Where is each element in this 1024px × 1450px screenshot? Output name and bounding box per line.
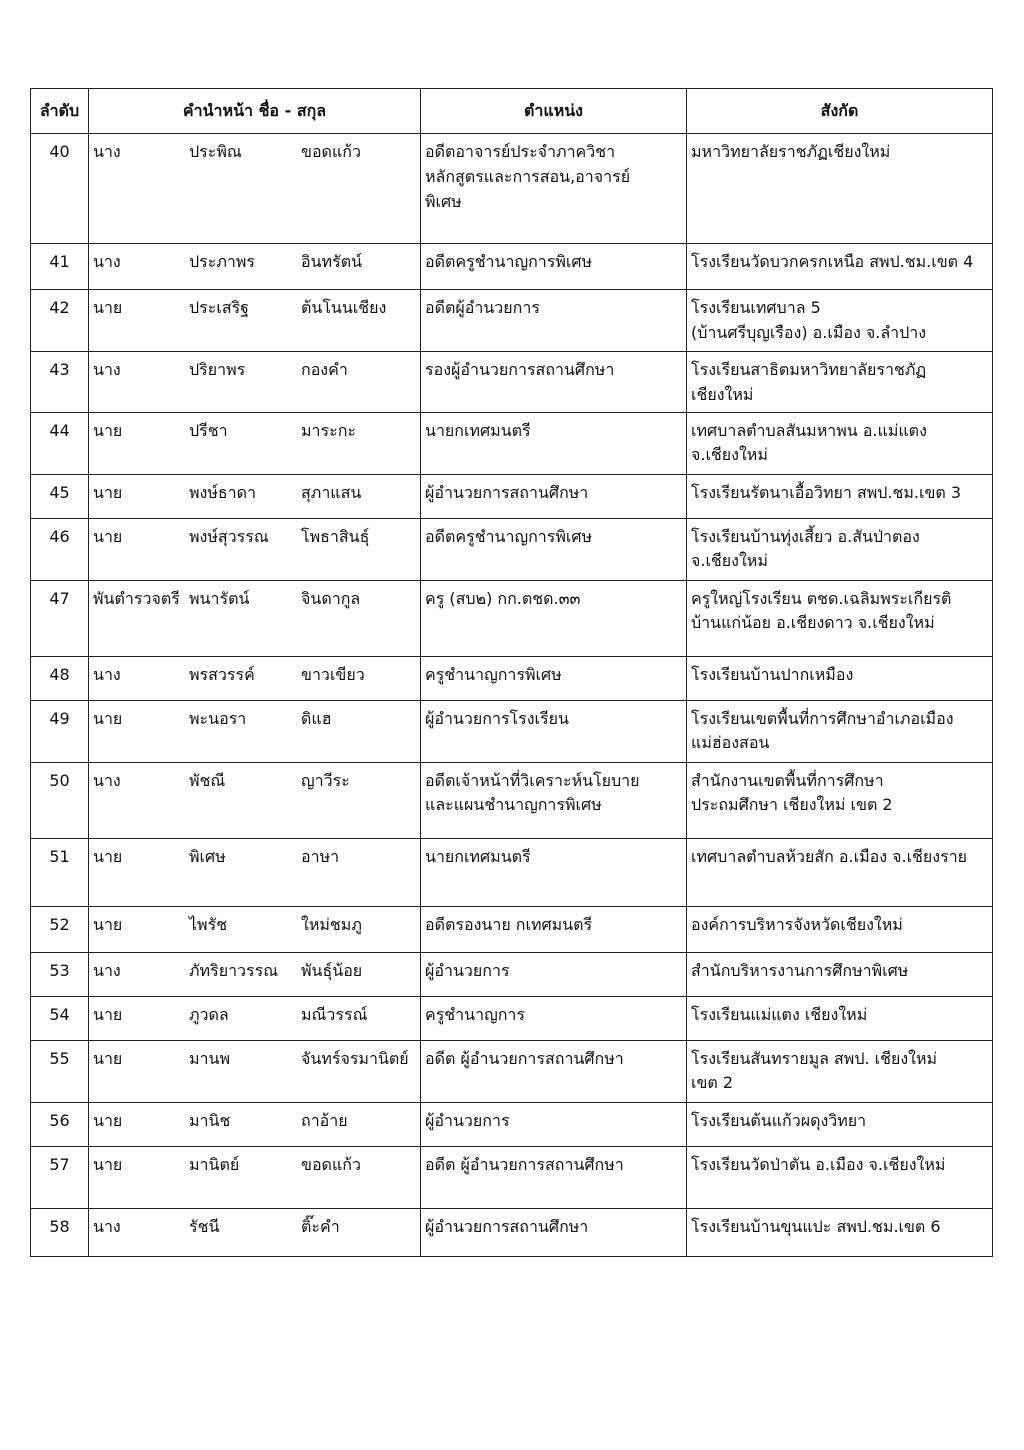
row-number: 41 <box>31 244 89 290</box>
name-title: นาง <box>93 252 121 271</box>
position-cell <box>421 244 687 290</box>
last-name: สุภาแสน <box>301 482 362 502</box>
position-cell <box>421 352 687 413</box>
header-no: ลำดับ <box>31 89 89 134</box>
row-number: 40 <box>31 134 89 244</box>
affiliation-line: ประถมศึกษา เชียงใหม่ เขต 2 <box>691 795 893 815</box>
affiliation-line: โรงเรียนสันทรายมูล สพป. เชียงใหม่ <box>691 1048 938 1068</box>
first-name: พัชณี <box>189 770 226 790</box>
name-title: นาง <box>93 664 121 684</box>
row-number: 43 <box>31 352 89 413</box>
first-name: พงษ์ธาดา <box>189 482 257 502</box>
affiliation-cell <box>687 290 993 352</box>
first-name: รัชนี <box>189 1216 220 1236</box>
position-line: ครูชำนาญการ <box>425 1004 525 1024</box>
table-row <box>31 906 993 952</box>
affiliation-cell <box>687 906 993 952</box>
position-line: ผู้อำนวยการ <box>425 1110 510 1130</box>
affiliation-line: จ.เชียงใหม่ <box>691 551 768 571</box>
row-number: 44 <box>31 412 89 474</box>
name-parts <box>93 587 416 612</box>
last-name: พันธุ์น้อย <box>301 960 363 980</box>
name-parts <box>93 358 416 383</box>
affiliation-cell <box>687 762 993 838</box>
name-cell <box>89 244 421 290</box>
name-parts <box>93 1215 416 1240</box>
name-cell <box>89 352 421 413</box>
position-cell <box>421 838 687 906</box>
affiliation-cell <box>687 412 993 474</box>
table-row <box>31 996 993 1040</box>
name-title: นาย <box>93 298 123 317</box>
position-cell <box>421 1102 687 1146</box>
last-name: มาระกะ <box>301 420 356 440</box>
table-row <box>31 838 993 906</box>
last-name: โพธาสินธุ์ <box>301 526 370 546</box>
name-cell <box>89 906 421 952</box>
affiliation-cell <box>687 952 993 996</box>
position-line: ผู้อำนวยการโรงเรียน <box>425 708 569 728</box>
name-parts <box>93 525 416 550</box>
affiliation-cell <box>687 656 993 700</box>
affiliation-cell <box>687 352 993 413</box>
header-position: ตำแหน่ง <box>421 89 687 134</box>
table-row <box>31 1208 993 1256</box>
table-row <box>31 518 993 580</box>
position-cell <box>421 474 687 518</box>
first-name: ประภาพร <box>189 252 256 271</box>
name-title: นาง <box>93 1216 121 1236</box>
row-number: 47 <box>31 580 89 656</box>
first-name: มานิตย์ <box>189 1154 240 1174</box>
table-row <box>31 352 993 413</box>
table-row <box>31 474 993 518</box>
header-row <box>31 89 993 134</box>
table-row <box>31 762 993 838</box>
name-parts <box>93 769 416 794</box>
position-line: นายกเทศมนตรี <box>425 846 531 866</box>
table-row <box>31 656 993 700</box>
position-cell <box>421 1040 687 1102</box>
first-name: พะนอรา <box>189 708 247 728</box>
affiliation-cell <box>687 244 993 290</box>
name-cell <box>89 656 421 700</box>
name-title: นาง <box>93 142 121 161</box>
name-parts <box>93 1047 416 1072</box>
last-name: ขอดแก้ว <box>301 142 361 161</box>
table-row <box>31 1102 993 1146</box>
table-row <box>31 952 993 996</box>
position-line: อดีตครูชำนาญการพิเศษ <box>425 526 593 546</box>
first-name: พงษ์สุวรรณ <box>189 526 269 546</box>
affiliation-line: โรงเรียนเทศบาล 5 <box>691 298 821 317</box>
header-name: คำนำหน้า ชื่อ - สกุล <box>89 89 421 134</box>
affiliation-line: โรงเรียนต้นแก้วผดุงวิทยา <box>691 1110 867 1130</box>
name-title: นาย <box>93 1110 123 1130</box>
position-line: อดีตครูชำนาญการพิเศษ <box>425 252 593 271</box>
position-cell <box>421 996 687 1040</box>
affiliation-cell <box>687 1040 993 1102</box>
name-title: นาย <box>93 420 123 440</box>
name-title: พันตำรวจตรี <box>93 588 180 608</box>
affiliation-line: โรงเรียนวัดบวกครกเหนือ สพป.ชม.เขต 4 <box>691 252 974 271</box>
name-cell <box>89 290 421 352</box>
position-line: ผู้อำนวยการ <box>425 960 510 980</box>
name-cell <box>89 996 421 1040</box>
affiliation-cell <box>687 1102 993 1146</box>
affiliation-cell <box>687 838 993 906</box>
row-number: 50 <box>31 762 89 838</box>
last-name: กองคำ <box>301 360 348 379</box>
affiliation-cell <box>687 996 993 1040</box>
last-name: ต้นโนนเชียง <box>301 298 387 317</box>
name-parts <box>93 481 416 506</box>
position-cell <box>421 290 687 352</box>
name-cell <box>89 762 421 838</box>
table-row <box>31 580 993 656</box>
position-line: อดีตรองนาย กเทศมนตรี <box>425 914 593 934</box>
name-parts <box>93 1153 416 1178</box>
last-name: ดิแฮ <box>301 708 332 728</box>
name-title: นาย <box>93 914 123 934</box>
row-number: 48 <box>31 656 89 700</box>
position-cell <box>421 1208 687 1256</box>
affiliation-line: สำนักบริหารงานการศึกษาพิเศษ <box>691 960 909 980</box>
position-cell <box>421 700 687 762</box>
position-cell <box>421 580 687 656</box>
name-parts <box>93 419 416 444</box>
position-line: ครู (สบ๒) กก.ตชด.๓๓ <box>425 588 581 608</box>
row-number: 55 <box>31 1040 89 1102</box>
affiliation-line: โรงเรียนเขตพื้นที่การศึกษาอำเภอเมือง <box>691 708 954 728</box>
position-line: หลักสูตรและการสอน,อาจารย์ <box>425 166 631 186</box>
affiliation-line: โรงเรียนบ้านขุนแปะ สพป.ชม.เขต 6 <box>691 1216 941 1236</box>
first-name: พรสวรรค์ <box>189 664 255 684</box>
first-name: ประเสริฐ <box>189 298 249 317</box>
position-line: ผู้อำนวยการสถานศึกษา <box>425 482 589 502</box>
affiliation-cell <box>687 518 993 580</box>
name-title: นาง <box>93 770 121 790</box>
table-row <box>31 244 993 290</box>
name-parts <box>93 959 416 984</box>
name-cell <box>89 134 421 244</box>
position-cell <box>421 762 687 838</box>
name-title: นาย <box>93 1154 123 1174</box>
row-number: 49 <box>31 700 89 762</box>
name-cell <box>89 952 421 996</box>
row-number: 57 <box>31 1146 89 1208</box>
name-cell <box>89 412 421 474</box>
first-name: ประพิณ <box>189 142 242 161</box>
name-cell <box>89 838 421 906</box>
affiliation-cell <box>687 1146 993 1208</box>
last-name: มณีวรรณ์ <box>301 1004 368 1024</box>
affiliation-line: โรงเรียนแม่แตง เชียงใหม่ <box>691 1004 868 1024</box>
name-parts <box>93 296 416 321</box>
name-title: นาง <box>93 960 121 980</box>
first-name: ไพรัช <box>189 914 228 934</box>
header-affiliation: สังกัด <box>687 89 993 134</box>
position-cell <box>421 656 687 700</box>
affiliation-line: มหาวิทยาลัยราชภัฏเชียงใหม่ <box>691 142 891 161</box>
row-number: 46 <box>31 518 89 580</box>
name-cell <box>89 700 421 762</box>
position-cell <box>421 412 687 474</box>
position-line: ผู้อำนวยการสถานศึกษา <box>425 1216 589 1236</box>
name-title: นาย <box>93 1004 123 1024</box>
first-name: ปริยาพร <box>189 360 246 379</box>
position-line: พิเศษ <box>425 191 462 211</box>
last-name: จันทร์จรมานิตย์ <box>301 1048 409 1068</box>
row-number: 45 <box>31 474 89 518</box>
table-row <box>31 412 993 474</box>
row-number: 56 <box>31 1102 89 1146</box>
table-row <box>31 1040 993 1102</box>
table-row <box>31 1146 993 1208</box>
name-cell <box>89 1146 421 1208</box>
affiliation-line: เทศบาลตำบลห้วยสัก อ.เมือง จ.เชียงราย <box>691 846 968 866</box>
affiliation-cell <box>687 700 993 762</box>
affiliation-line: (บ้านศรีบุญเรือง) อ.เมือง จ.ลำปาง <box>691 322 927 342</box>
last-name: อินทรัตน์ <box>301 252 363 271</box>
position-cell <box>421 1146 687 1208</box>
affiliation-line: บ้านแก่น้อย อ.เชียงดาว จ.เชียงใหม่ <box>691 613 935 633</box>
name-cell <box>89 580 421 656</box>
last-name: ญาวีระ <box>301 770 350 790</box>
name-parts <box>93 1109 416 1134</box>
row-number: 58 <box>31 1208 89 1256</box>
row-number: 53 <box>31 952 89 996</box>
last-name: ถาอ้าย <box>301 1110 348 1130</box>
last-name: ขาวเขียว <box>301 664 365 684</box>
name-title: นาย <box>93 1048 123 1068</box>
position-cell <box>421 952 687 996</box>
affiliation-line: เทศบาลตำบลสันมหาพน อ.แม่แตง <box>691 420 927 440</box>
affiliation-line: โรงเรียนบ้านปากเหมือง <box>691 664 854 684</box>
position-line: นายกเทศมนตรี <box>425 420 531 440</box>
affiliation-line: จ.เชียงใหม่ <box>691 445 768 465</box>
first-name: มานิช <box>189 1110 231 1130</box>
position-line: อดีตอาจารย์ประจำภาควิชา <box>425 142 616 161</box>
first-name: ภูวดล <box>189 1004 229 1024</box>
first-name: พิเศษ <box>189 846 226 866</box>
last-name: จินดากูล <box>301 588 361 608</box>
name-parts <box>93 663 416 688</box>
affiliation-line: เขต 2 <box>691 1073 734 1093</box>
last-name: ขอดแก้ว <box>301 1154 361 1174</box>
affiliation-line: องค์การบริหารจังหวัดเชียงใหม่ <box>691 914 903 934</box>
affiliation-cell <box>687 580 993 656</box>
position-line: และแผนชำนาญการพิเศษ <box>425 795 602 815</box>
affiliation-line: ครูใหญ่โรงเรียน ตชด.เฉลิมพระเกียรติ <box>691 588 952 608</box>
roster-table <box>30 88 993 1257</box>
name-parts <box>93 250 416 275</box>
name-cell <box>89 1208 421 1256</box>
position-cell <box>421 134 687 244</box>
row-number: 54 <box>31 996 89 1040</box>
last-name: ใหม่ชมภู <box>301 914 362 934</box>
affiliation-line: โรงเรียนสาธิตมหาวิทยาลัยราชภัฏเชียงใหม่ <box>691 360 927 404</box>
row-number: 52 <box>31 906 89 952</box>
last-name: อาษา <box>301 846 340 866</box>
name-title: นาย <box>93 708 123 728</box>
affiliation-cell <box>687 1208 993 1256</box>
affiliation-line: โรงเรียนรัตนาเอื้อวิทยา สพป.ชม.เขต 3 <box>691 482 962 502</box>
name-parts <box>93 1003 416 1028</box>
position-line: รองผู้อำนวยการสถานศึกษา <box>425 360 615 379</box>
last-name: ติ๊ะคำ <box>301 1216 340 1236</box>
name-cell <box>89 1102 421 1146</box>
name-parts <box>93 913 416 938</box>
name-title: นาย <box>93 482 123 502</box>
name-parts <box>93 140 416 165</box>
first-name: ภัทริยาวรรณ <box>189 960 279 980</box>
name-cell <box>89 1040 421 1102</box>
position-line: อดีต ผู้อำนวยการสถานศึกษา <box>425 1048 624 1068</box>
table-row <box>31 134 993 244</box>
position-line: อดีตผู้อำนวยการ <box>425 298 540 317</box>
affiliation-line: แม่ฮ่องสอน <box>691 733 770 753</box>
first-name: พนารัตน์ <box>189 588 250 608</box>
row-number: 51 <box>31 838 89 906</box>
table-row <box>31 700 993 762</box>
name-title: นาง <box>93 360 121 379</box>
position-line: อดีตเจ้าหน้าที่วิเคราะห์นโยบาย <box>425 770 640 790</box>
first-name: ปรีชา <box>189 420 228 440</box>
table-row <box>31 290 993 352</box>
affiliation-line: สำนักงานเขตพื้นที่การศึกษา <box>691 770 884 790</box>
affiliation-line: โรงเรียนบ้านทุ่งเสี้ยว อ.สันป่าตอง <box>691 526 920 546</box>
affiliation-line: โรงเรียนวัดป่าตัน อ.เมือง จ.เชียงใหม่ <box>691 1154 946 1174</box>
name-title: นาย <box>93 846 123 866</box>
name-cell <box>89 518 421 580</box>
position-cell <box>421 518 687 580</box>
name-parts <box>93 707 416 732</box>
name-cell <box>89 474 421 518</box>
affiliation-cell <box>687 474 993 518</box>
name-parts <box>93 845 416 870</box>
first-name: มานพ <box>189 1048 231 1068</box>
row-number: 42 <box>31 290 89 352</box>
position-cell <box>421 906 687 952</box>
position-line: ครูชำนาญการพิเศษ <box>425 664 562 684</box>
affiliation-cell <box>687 134 993 244</box>
name-title: นาย <box>93 526 123 546</box>
position-line: อดีต ผู้อำนวยการสถานศึกษา <box>425 1154 624 1174</box>
table-body <box>31 134 993 1257</box>
